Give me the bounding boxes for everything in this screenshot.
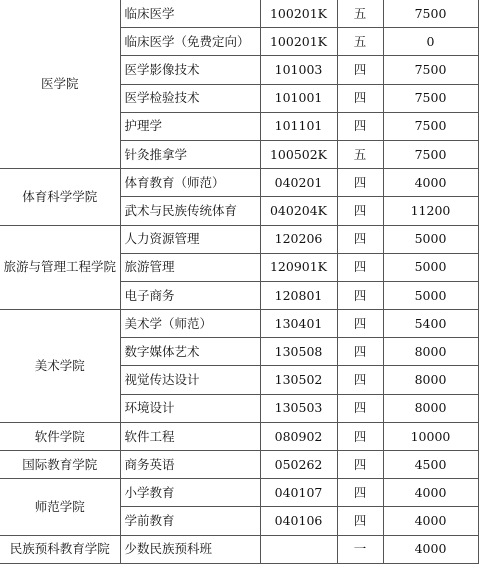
tuition-fee: 4000 [383,479,478,507]
major-code: 120206 [260,225,337,253]
major-name: 旅游管理 [120,253,260,281]
tuition-fee: 4000 [383,507,478,535]
table-row [0,535,478,563]
table-row [0,451,478,479]
college-name: 旅游与管理工程学院 [0,225,120,310]
tuition-fee: 7500 [383,84,478,112]
major-name: 护理学 [120,112,260,140]
major-code [260,535,337,563]
study-years: 五 [337,140,383,168]
study-years: 四 [337,310,383,338]
study-years: 四 [337,422,383,450]
major-name: 人力资源管理 [120,225,260,253]
college-name: 医学院 [0,0,120,169]
major-name: 体育教育（师范） [120,169,260,197]
major-name: 临床医学 [120,0,260,28]
tuition-fee: 8000 [383,338,478,366]
major-name: 电子商务 [120,281,260,309]
table-row [0,225,478,253]
major-name: 商务英语 [120,451,260,479]
major-code: 100201K [260,28,337,56]
study-years: 一 [337,535,383,563]
major-code: 101001 [260,84,337,112]
tuition-fee: 7500 [383,140,478,168]
major-code: 130508 [260,338,337,366]
study-years: 四 [337,451,383,479]
major-code: 120901K [260,253,337,281]
table-row [0,310,478,338]
tuition-fee: 5000 [383,281,478,309]
table-row [0,169,478,197]
tuition-fee: 10000 [383,422,478,450]
table-row [0,479,478,507]
study-years: 五 [337,0,383,28]
major-name: 美术学（师范） [120,310,260,338]
major-code: 130503 [260,394,337,422]
tuition-fee: 0 [383,28,478,56]
study-years: 四 [337,507,383,535]
major-name: 环境设计 [120,394,260,422]
major-name: 武术与民族传统体育 [120,197,260,225]
tuition-fee: 5000 [383,225,478,253]
major-name: 软件工程 [120,422,260,450]
major-code: 100201K [260,0,337,28]
major-name: 医学检验技术 [120,84,260,112]
major-code: 040204K [260,197,337,225]
college-name: 软件学院 [0,422,120,450]
study-years: 四 [337,197,383,225]
tuition-fee: 4000 [383,535,478,563]
tuition-fee: 8000 [383,366,478,394]
major-code: 101101 [260,112,337,140]
major-code: 040106 [260,507,337,535]
study-years: 四 [337,479,383,507]
major-code: 130401 [260,310,337,338]
study-years: 四 [337,281,383,309]
major-name: 临床医学（免费定向） [120,28,260,56]
tuition-fee: 7500 [383,56,478,84]
table-row [0,422,478,450]
major-code: 100502K [260,140,337,168]
tuition-fee: 4000 [383,169,478,197]
major-code: 040107 [260,479,337,507]
tuition-fee: 8000 [383,394,478,422]
college-name: 民族预科教育学院 [0,535,120,563]
college-name: 体育科学学院 [0,169,120,225]
tuition-fee: 11200 [383,197,478,225]
study-years: 四 [337,338,383,366]
major-name: 小学教育 [120,479,260,507]
major-name: 视觉传达设计 [120,366,260,394]
study-years: 四 [337,84,383,112]
college-name: 国际教育学院 [0,451,120,479]
study-years: 五 [337,28,383,56]
study-years: 四 [337,169,383,197]
study-years: 四 [337,366,383,394]
tuition-fee: 5000 [383,253,478,281]
table-row [0,0,478,28]
major-code: 040201 [260,169,337,197]
study-years: 四 [337,56,383,84]
study-years: 四 [337,394,383,422]
tuition-fee: 7500 [383,112,478,140]
college-name: 美术学院 [0,310,120,423]
major-code: 080902 [260,422,337,450]
major-name: 针灸推拿学 [120,140,260,168]
tuition-fee: 5400 [383,310,478,338]
major-name: 少数民族预科班 [120,535,260,563]
study-years: 四 [337,112,383,140]
tuition-fee: 7500 [383,0,478,28]
tuition-fee: 4500 [383,451,478,479]
major-code: 130502 [260,366,337,394]
major-name: 医学影像技术 [120,56,260,84]
college-name: 师范学院 [0,479,120,535]
major-name: 学前教育 [120,507,260,535]
study-years: 四 [337,253,383,281]
major-code: 101003 [260,56,337,84]
major-code: 120801 [260,281,337,309]
major-name: 数字媒体艺术 [120,338,260,366]
study-years: 四 [337,225,383,253]
major-code: 050262 [260,451,337,479]
